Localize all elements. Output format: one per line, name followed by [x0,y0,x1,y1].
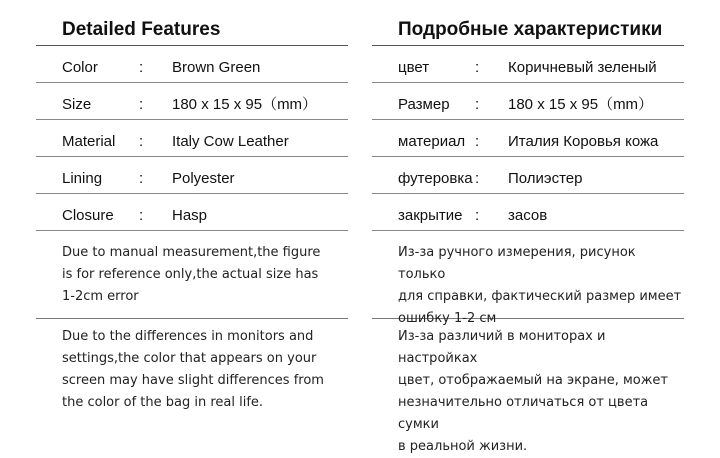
measurement-note: Due to manual measurement,the figure is for reference only,the actual size has 1-2cm error [36,242,348,319]
spec-label: футеровка [398,170,473,187]
spec-value: Brown Green [172,59,261,76]
spec-colon: : [139,59,144,76]
spec-label: Closure [62,207,114,224]
spec-value: Полиэстер [508,170,583,187]
spec-colon: : [139,170,144,187]
spec-row-color [36,46,348,83]
spec-colon: : [475,207,480,224]
english-title: Detailed Features [36,0,348,46]
spec-label: Lining [62,170,103,187]
spec-row-closure [36,194,348,231]
spec-colon: : [139,207,144,224]
spec-row-closure [372,194,684,231]
spec-row-lining [36,157,348,194]
spec-value: 180 x 15 x 95（mm） [508,96,654,113]
spec-value: Italy Cow Leather [172,133,289,150]
spec-value: Коричневый зеленый [508,59,657,76]
russian-column [372,0,684,454]
color-note: Из-за различий в мониторах и настройках цвет, отображаемый на экране, может незначительно отличаться от цвета сумки в реальной жизни. [398,329,668,454]
spec-row-color [372,46,684,83]
spec-value: 180 x 15 x 95（mm） [172,96,318,113]
spec-row-size [372,83,684,120]
spec-colon: : [139,96,144,113]
spec-value: засов [508,207,548,224]
spec-label: материал [398,133,466,150]
spec-value: Италия Коровья кожа [508,133,659,150]
spec-label: закрытие [398,207,463,224]
spec-label: Size [62,96,92,113]
spec-row-material [36,120,348,157]
spec-value: Hasp [172,207,208,224]
russian-title: Подробные характеристики [372,0,684,46]
spec-value: Polyester [172,170,235,187]
spec-colon: : [475,96,480,113]
spec-colon: : [139,133,144,150]
spec-label: цвет [398,59,430,76]
spec-label: Color [62,59,98,76]
spec-colon: : [475,133,480,150]
measurement-note: Из-за ручного измерения, рисунок только для справки, фактический размер имеет ошибку 1-2 см [372,242,684,319]
spec-row-lining [372,157,684,194]
spec-label: Material [62,133,116,150]
spec-row-size [36,83,348,120]
spec-row-material [372,120,684,157]
spec-colon: : [475,170,480,187]
english-column [36,0,348,410]
spec-colon: : [475,59,480,76]
color-note: Due to the differences in monitors and settings,the color that appears on your screen may have slight differences from the color of the bag in real life. [62,329,324,410]
spec-label: Размер [398,96,450,113]
